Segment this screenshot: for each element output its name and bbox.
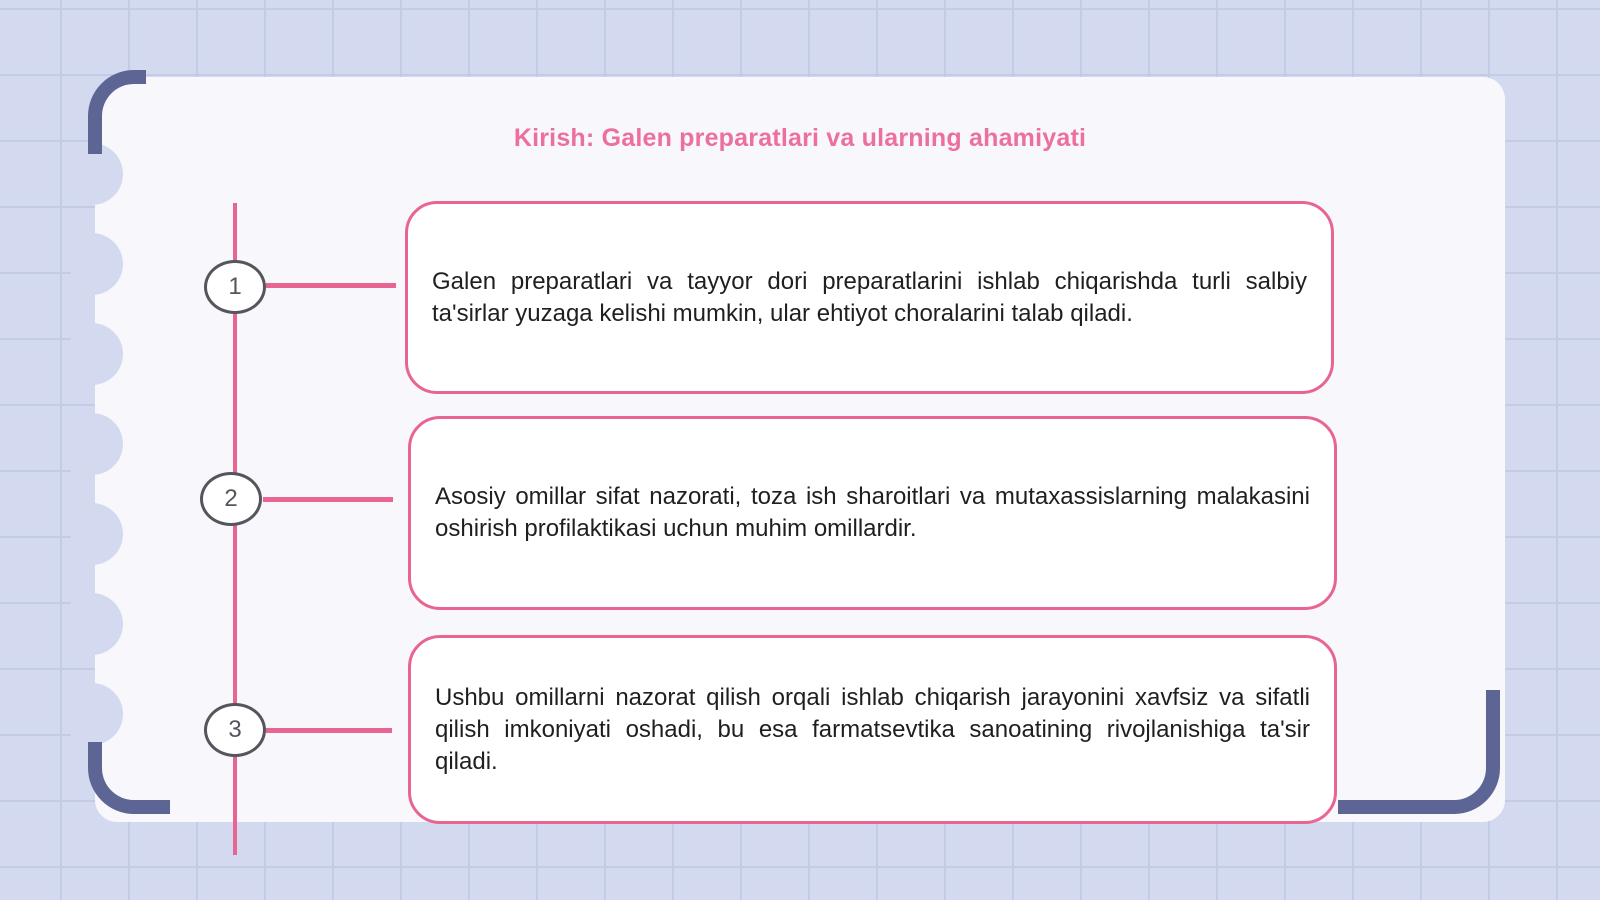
step-text: Ushbu omillarni nazorat qilish orqali ishlab chiqarish jarayonini xavfsiz va sifatli qilish imkoniyati oshadi, bu esa farmatsevtika sanoatining rivojlanishiga ta'sir qiladi. bbox=[435, 683, 1310, 775]
step-number: 2 bbox=[224, 485, 238, 512]
step-number: 1 bbox=[228, 273, 242, 300]
step-number-badge bbox=[200, 472, 262, 526]
step-text: Galen preparatlari va tayyor dori preparatlarini ishlab chiqarishda turli salbiy ta'sirlar yuzaga kelishi mumkin, ular ehtiyot choralarini talab qiladi. bbox=[432, 267, 1307, 327]
slide-title: Kirish: Galen preparatlari va ularning ahamiyati bbox=[513, 124, 1087, 152]
frame-corner-bottom-right bbox=[1338, 690, 1500, 814]
step-card bbox=[408, 635, 1337, 824]
timeline-connector bbox=[263, 497, 393, 502]
timeline-connector bbox=[266, 283, 396, 288]
step-text: Asosiy omillar sifat nazorati, toza ish sharoitlari va mutaxassislarning malakasini oshirish profilaktikasi uchun muhim omillardir. bbox=[435, 483, 1310, 542]
step-number-badge bbox=[204, 703, 266, 757]
timeline-connector bbox=[266, 728, 392, 733]
step-card bbox=[408, 416, 1337, 610]
step-number: 3 bbox=[228, 716, 242, 743]
step-number-badge bbox=[204, 260, 266, 314]
step-card bbox=[405, 201, 1334, 394]
frame-corner-top-left bbox=[88, 70, 146, 154]
